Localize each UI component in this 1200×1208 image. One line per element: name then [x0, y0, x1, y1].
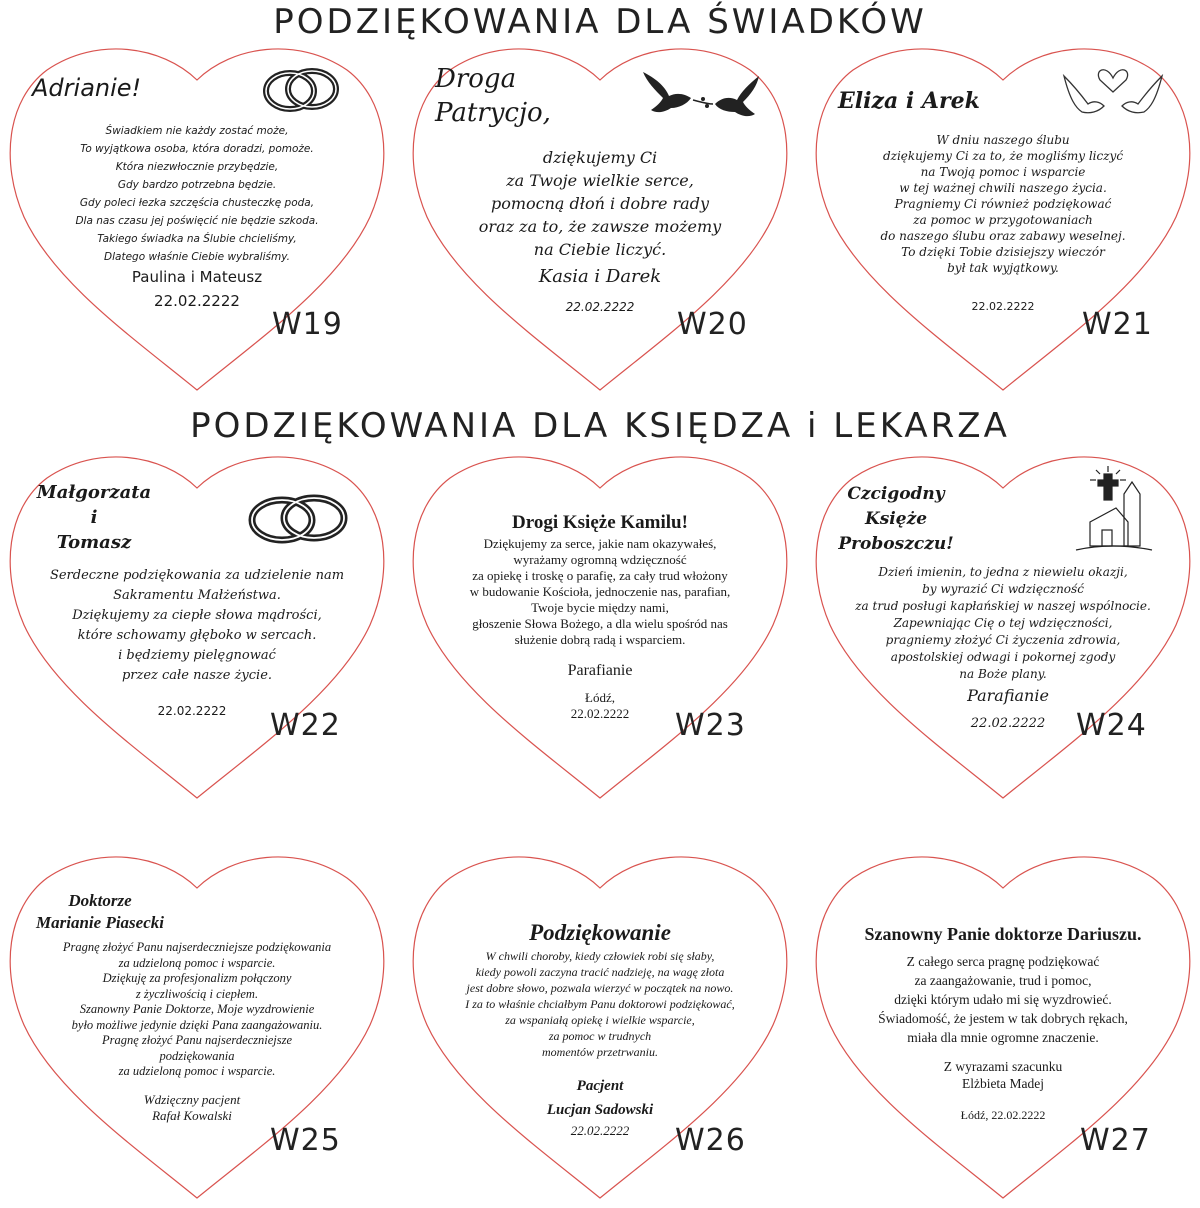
card-body: W chwili choroby, kiedy człowiek robi się słaby, kiedy powoli zaczyna tracić nadzieję, na wagę złota jest dobre słowo, pozwala wierzyć w początek na nowo. I za to właśnie chciałbym Panu doktorowi podziękować, za wspaniałą opiekę i wielkie wsparcie, za pomoc w trudnych momentów przetrwaniu. — [465, 949, 735, 1059]
card-body: Pragnę złożyć Panu najserdeczniejsze podziękowania za udzieloną pomoc i wsparcie. Dziękuję za profesjonalizm połączony z życzliwością i ciepłem. Szanowny Panie Doktorze, Moje wyzdrowienie było możliwe jedynie dzięki Pana zaangażowaniu. Pragnę złożyć Panu najserdeczniejsze podziękowania za udzieloną pomoc i wsparcie. — [62, 940, 332, 1078]
product-code: W19 — [272, 307, 343, 342]
card-heading: Małgorzata i Tomasz — [36, 482, 152, 553]
heart-card-w26 — [405, 850, 795, 1202]
card-body: Z całego serca pragnę podziękować za zaangażowanie, trud i pomoc, dzięki którym udało mi się wyzdrowieć. Świadomość, że jestem w tak dobrych rękach, miała dla mnie ogromne znaczenie. — [878, 954, 1128, 1045]
product-code: W23 — [675, 708, 746, 743]
card-body: W dniu naszego ślubu dziękujemy Ci za to, że mogliśmy liczyć na Twoją pomoc i wsparcie w tej ważnej chwili naszego życia. Pragniemy Ci również podziękować za pomoc w przygotowaniach do naszego ślubu oraz zabawy weselnej. To dzięki Tobie dzisiejszy wieczór był tak wyjątkowy. — [880, 133, 1126, 275]
product-code: W21 — [1082, 307, 1153, 342]
doves-icon — [637, 64, 767, 130]
doves-heart-icon — [1058, 56, 1168, 126]
card-place-date: Łódź, 22.02.2222 — [570, 690, 630, 721]
heart-card-w21 — [808, 42, 1198, 394]
card-signature: Parafianie — [567, 662, 633, 679]
card-body: Dzień imienin, to jedna z niewielu okazji, by wyrazić Ci wdzięczność za trud posługi kapłańskiej w naszej wspólnocie. Zapewniając Cię o tej wdzięczności, pragniemy złożyć Ci życzenia zdrowia, apostolskiej odwagi i pokornej zgody na Boże plany. — [855, 565, 1151, 681]
church-icon — [1072, 464, 1156, 554]
card-signature: Z wyrazami szacunku Elżbieta Madej — [943, 1059, 1063, 1091]
card-date: 22.02.2222 — [970, 716, 1046, 731]
wedding-rings-icon — [246, 490, 350, 546]
heart-card-w20 — [405, 42, 795, 394]
card-heading: Adrianie! — [32, 74, 142, 102]
wedding-rings-icon — [260, 64, 342, 114]
heart-card-w22 — [2, 450, 392, 802]
product-code: W24 — [1076, 708, 1147, 743]
card-date: 22.02.2222 — [157, 704, 227, 718]
product-code: W20 — [677, 307, 748, 342]
product-code: W27 — [1080, 1123, 1151, 1158]
card-heading: Szanowny Panie doktorze Dariuszu. — [864, 924, 1142, 944]
card-date: 22.02.2222 — [570, 1123, 630, 1138]
card-signature: Kasia i Darek — [538, 266, 662, 287]
card-heading: Podziękowanie — [529, 920, 671, 945]
product-code: W22 — [270, 708, 341, 743]
card-date: 22.02.2222 — [154, 292, 240, 310]
card-date: 22.02.2222 — [565, 300, 635, 314]
card-body: Dziękujemy za serce, jakie nam okazywałeś, wyrażamy ogromną wdzięczność za opiekę i troskę o parafię, za cały trud włożony w budowanie Kościoła, jednoczenie nas, parafian, Twoje bycie między nami, głoszenie Słowa Bożego, a dla wielu spośród nas służenie dobrą radą i wsparciem. — [469, 536, 731, 647]
section-title-witnesses: PODZIĘKOWANIA DLA ŚWIADKÓW — [273, 2, 927, 42]
heart-card-w25 — [2, 850, 392, 1202]
card-heading: Czcigodny Księże Proboszczu! — [838, 484, 954, 554]
card-body: Świadkiem nie każdy zostać może, To wyjątkowa osoba, która doradzi, pomoże. Która niezwłocznie przybędzie, Gdy bardzo potrzebna będzie. Gdy poleci łezka szczęścia chusteczkę poda, Dla nas czasu jej poświęcić nie będzie szkoda. Takiego świadka na Ślubie chcieliśmy, Dlatego właśnie Ciebie wybraliśmy. — [75, 125, 319, 263]
card-body: dziękujemy Ci za Twoje wielkie serce, pomocną dłoń i dobre rady oraz za to, że zawsze możemy na Ciebie liczyć. — [478, 148, 722, 259]
card-body: Serdeczne podziękowania za udzielenie nam Sakramentu Małżeństwa. Dziękujemy za ciepłe słowa mądrości, które schowamy głęboko w sercach. i będziemy pielęgnować przez całe nasze życie. — [49, 568, 345, 683]
card-signature: Wdzięczny pacjent Rafał Kowalski — [143, 1092, 241, 1123]
heart-card-w24 — [808, 450, 1198, 802]
card-heading: Doktorze Marianie Piasecki — [36, 891, 164, 932]
card-signature: Paulina i Mateusz — [131, 268, 263, 286]
heart-card-w23 — [405, 450, 795, 802]
card-place-date: Łódź, 22.02.2222 — [960, 1108, 1046, 1122]
card-signature: Pacjent Lucjan Sadowski — [546, 1078, 654, 1118]
card-heading: Drogi Księże Kamilu! — [512, 512, 688, 533]
section-title-priest-doctor: PODZIĘKOWANIA DLA KSIĘDZA i LEKARZA — [190, 406, 1010, 446]
heart-card-w19 — [2, 42, 392, 394]
product-code: W25 — [270, 1123, 341, 1158]
heart-card-w27 — [808, 850, 1198, 1202]
card-signature: Parafianie — [967, 686, 1049, 705]
product-code: W26 — [675, 1123, 746, 1158]
card-heading: Droga Patrycjo, — [435, 64, 551, 128]
card-heading: Eliza i Arek — [838, 88, 980, 114]
card-date: 22.02.2222 — [971, 300, 1035, 313]
